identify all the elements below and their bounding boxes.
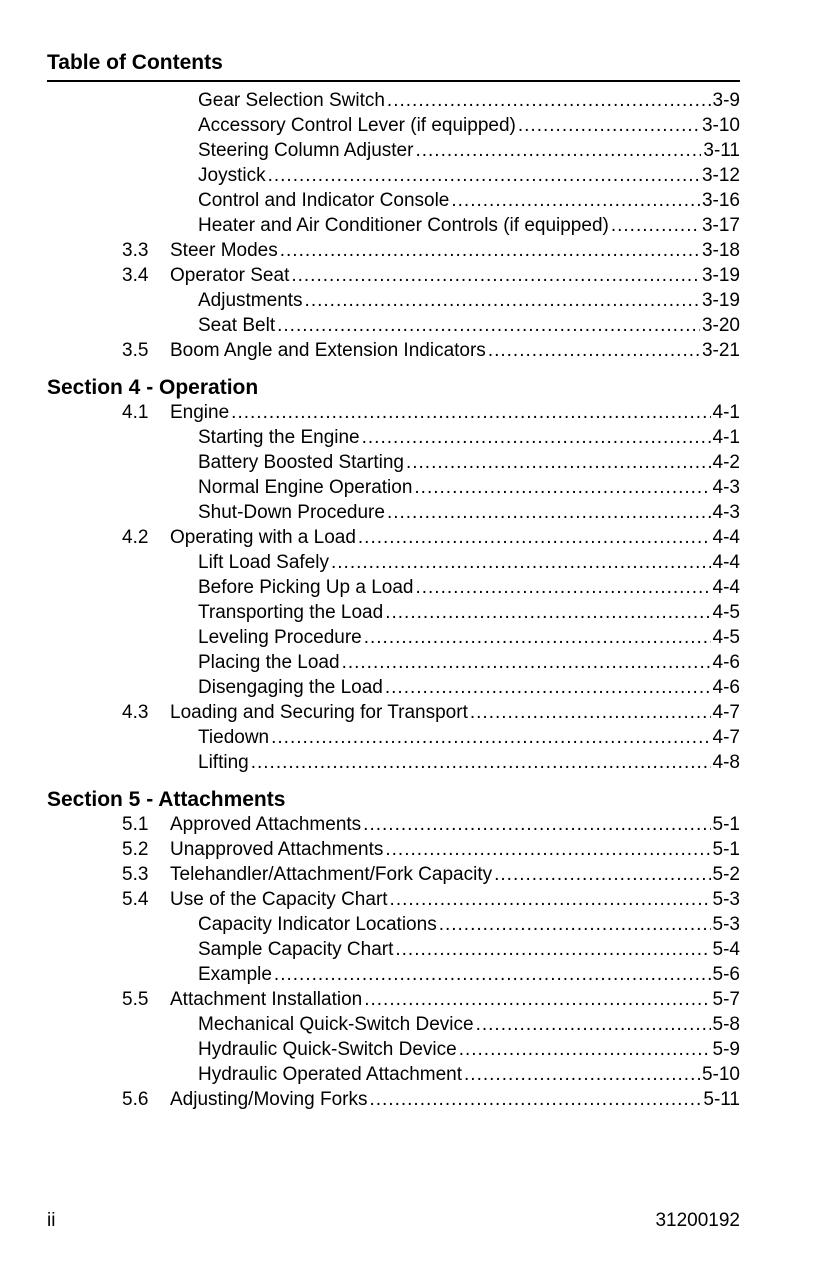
toc-entry-title: Joystick (198, 165, 266, 186)
toc-subentry[interactable] (47, 188, 740, 213)
toc-entry-page: 4-4 (712, 527, 740, 548)
toc-entry-page: 4-1 (712, 427, 740, 448)
dot-leader (331, 550, 711, 575)
toc-subentry[interactable] (47, 1062, 740, 1087)
toc-entry-title: Lift Load Safely (198, 552, 329, 573)
toc-entry-title: Seat Belt (198, 315, 276, 336)
dot-leader (451, 188, 700, 213)
toc-entry-title: Loading and Securing for Transport (170, 702, 468, 723)
toc-entry-line (170, 987, 740, 1012)
dot-leader (385, 837, 710, 862)
toc-entry[interactable] (47, 837, 740, 862)
toc-entry-line (198, 962, 740, 987)
toc-entry-title: Operator Seat (170, 265, 290, 286)
toc-entry-page: 3-9 (712, 90, 740, 111)
toc-entry-page: 5-11 (703, 1089, 740, 1110)
toc-subentry[interactable] (47, 500, 740, 525)
toc-entry-page: 4-3 (712, 502, 740, 523)
footer-page-number: ii (47, 1210, 56, 1231)
dot-leader (305, 288, 700, 313)
dot-leader (231, 400, 710, 425)
toc-entry[interactable] (47, 525, 740, 550)
toc-entry-page: 4-7 (712, 727, 740, 748)
toc-entry-line (198, 138, 740, 163)
dot-leader (342, 650, 711, 675)
toc-entry[interactable] (47, 238, 740, 263)
toc-entry-page: 5-10 (701, 1064, 740, 1085)
toc-entry-title: Leveling Procedure (198, 627, 362, 648)
toc-entry[interactable] (47, 338, 740, 363)
dot-leader (385, 675, 711, 700)
dot-leader (395, 937, 710, 962)
toc-entry-title: Shut-Down Procedure (198, 502, 385, 523)
toc-entry-page: 3-17 (701, 215, 740, 236)
dot-leader (439, 912, 711, 937)
toc-entry-page: 4-5 (712, 627, 740, 648)
toc-subentry[interactable] (47, 750, 740, 775)
toc-entry-page: 4-1 (712, 402, 740, 423)
toc-entry-line (198, 912, 740, 937)
table-of-contents (47, 88, 740, 1112)
toc-subentry[interactable] (47, 675, 740, 700)
toc-entry-title: Accessory Control Lever (if equipped) (198, 115, 516, 136)
toc-entry-page: 3-16 (701, 190, 740, 211)
dot-leader (488, 338, 700, 363)
toc-entry-page: 5-1 (712, 839, 740, 860)
toc-entry-title: Approved Attachments (170, 814, 362, 835)
toc-entry-page: 3-19 (701, 265, 740, 286)
toc-entry-line (170, 700, 740, 725)
dot-leader (611, 213, 700, 238)
toc-entry-page: 4-4 (712, 552, 740, 573)
toc-entry-line (170, 263, 740, 288)
toc-entry-title: Engine (170, 402, 230, 423)
toc-entry-title: Steering Column Adjuster (198, 140, 414, 161)
toc-entry-line (170, 238, 740, 263)
toc-subentry[interactable] (47, 600, 740, 625)
toc-entry[interactable] (47, 263, 740, 288)
page-header (47, 50, 740, 76)
toc-subentry[interactable] (47, 1012, 740, 1037)
toc-entry-title: Example (198, 964, 272, 985)
toc-entry-line (198, 725, 740, 750)
dot-leader (271, 725, 710, 750)
toc-entry-page: 5-4 (712, 939, 740, 960)
toc-entry-title: Tiedown (198, 727, 270, 748)
toc-entry-line (198, 937, 740, 962)
dot-leader (362, 425, 711, 450)
toc-entry-title: Adjusting/Moving Forks (170, 1089, 368, 1110)
toc-entry-line (198, 188, 740, 213)
toc-entry-line (198, 1037, 740, 1062)
section-heading-text: Section 5 - Attachments (47, 788, 286, 811)
dot-leader (364, 625, 711, 650)
toc-subentry[interactable] (47, 550, 740, 575)
toc-entry-page: 4-6 (712, 677, 740, 698)
toc-entry-number: 5.2 (122, 839, 149, 860)
toc-subentry[interactable] (47, 575, 740, 600)
toc-entry-number: 4.2 (122, 527, 149, 548)
dot-leader (358, 525, 711, 550)
toc-entry[interactable] (47, 812, 740, 837)
toc-entry-number: 3.4 (122, 265, 149, 286)
toc-entry-page: 5-3 (712, 889, 740, 910)
toc-entry-title: Placing the Load (198, 652, 340, 673)
toc-entry-line (198, 163, 740, 188)
dot-leader (414, 475, 710, 500)
toc-subentry[interactable] (47, 88, 740, 113)
toc-subentry[interactable] (47, 288, 740, 313)
toc-entry-line (198, 750, 740, 775)
toc-subentry[interactable] (47, 313, 740, 338)
toc-subentry[interactable] (47, 113, 740, 138)
toc-entry-number: 4.1 (122, 402, 149, 423)
toc-entry-page: 3-20 (701, 315, 740, 336)
dot-leader (369, 1087, 701, 1112)
toc-entry-line (170, 887, 740, 912)
toc-subentry[interactable] (47, 650, 740, 675)
dot-leader (415, 138, 701, 163)
toc-entry[interactable] (47, 887, 740, 912)
toc-entry-title: Normal Engine Operation (198, 477, 413, 498)
toc-subentry[interactable] (47, 475, 740, 500)
toc-entry-page: 4-6 (712, 652, 740, 673)
toc-entry-line (198, 213, 740, 238)
toc-entry-page: 4-4 (712, 577, 740, 598)
toc-entry-page: 5-8 (712, 1014, 740, 1035)
dot-leader (464, 1062, 700, 1087)
toc-subentry[interactable] (47, 450, 740, 475)
toc-subentry[interactable] (47, 962, 740, 987)
dot-leader (476, 1012, 711, 1037)
toc-entry[interactable] (47, 400, 740, 425)
toc-entry-number: 3.5 (122, 340, 149, 361)
toc-entry-page: 3-21 (701, 340, 740, 361)
toc-entry-line (198, 500, 740, 525)
dot-leader (387, 500, 711, 525)
toc-entry-line (198, 113, 740, 138)
dot-leader (268, 163, 700, 188)
toc-entry-title: Transporting the Load (198, 602, 384, 623)
toc-entry-page: 5-6 (712, 964, 740, 985)
toc-subentry[interactable] (47, 625, 740, 650)
toc-entry-title: Attachment Installation (170, 989, 363, 1010)
header-divider (47, 80, 740, 82)
toc-entry-title: Before Picking Up a Load (198, 577, 414, 598)
dot-leader (274, 962, 711, 987)
toc-entry-title: Battery Boosted Starting (198, 452, 404, 473)
toc-entry-title: Control and Indicator Console (198, 190, 450, 211)
toc-entry[interactable] (47, 1087, 740, 1112)
toc-entry[interactable] (47, 862, 740, 887)
toc-entry-title: Unapproved Attachments (170, 839, 384, 860)
toc-entry-number: 5.6 (122, 1089, 149, 1110)
toc-entry-line (198, 425, 740, 450)
toc-entry-number: 5.5 (122, 989, 149, 1010)
toc-entry-line (170, 812, 740, 837)
toc-entry-title: Lifting (198, 752, 249, 773)
toc-entry-line (198, 600, 740, 625)
dot-leader (415, 575, 710, 600)
toc-entry-page: 5-1 (712, 814, 740, 835)
dot-leader (363, 812, 710, 837)
toc-entry-title: Telehandler/Attachment/Fork Capacity (170, 864, 493, 885)
toc-entry-number: 4.3 (122, 702, 149, 723)
section-heading (47, 376, 740, 400)
dot-leader (385, 600, 710, 625)
toc-entry-line (198, 88, 740, 113)
toc-subentry[interactable] (47, 163, 740, 188)
toc-entry-title: Gear Selection Switch (198, 90, 385, 111)
toc-subentry[interactable] (47, 725, 740, 750)
toc-entry-title: Starting the Engine (198, 427, 360, 448)
toc-entry-page: 4-8 (712, 752, 740, 773)
toc-entry-number: 3.3 (122, 240, 149, 261)
toc-entry-line (198, 1062, 740, 1087)
toc-subentry[interactable] (47, 937, 740, 962)
toc-entry-title: Capacity Indicator Locations (198, 914, 437, 935)
toc-entry-number: 5.1 (122, 814, 149, 835)
toc-entry[interactable] (47, 700, 740, 725)
dot-leader (390, 887, 711, 912)
toc-entry-page: 5-9 (712, 1039, 740, 1060)
toc-entry-line (198, 675, 740, 700)
page-title: Table of Contents (47, 51, 223, 74)
dot-leader (291, 263, 700, 288)
toc-entry-title: Boom Angle and Extension Indicators (170, 340, 486, 361)
toc-entry-number: 5.4 (122, 889, 149, 910)
toc-entry-page: 5-3 (712, 914, 740, 935)
toc-entry-line (198, 550, 740, 575)
toc-entry-title: Sample Capacity Chart (198, 939, 394, 960)
toc-entry-title: Steer Modes (170, 240, 278, 261)
toc-subentry[interactable] (47, 912, 740, 937)
dot-leader (470, 700, 711, 725)
toc-entry-page: 4-7 (712, 702, 740, 723)
toc-entry-line (198, 475, 740, 500)
dot-leader (277, 313, 700, 338)
toc-entry-line (170, 338, 740, 363)
toc-entry-line (170, 1087, 740, 1112)
toc-entry-line (198, 650, 740, 675)
toc-entry-title: Operating with a Load (170, 527, 356, 548)
toc-subentry[interactable] (47, 425, 740, 450)
toc-entry-line (170, 837, 740, 862)
toc-entry-title: Heater and Air Conditioner Controls (if equipped) (198, 215, 609, 236)
toc-entry-title: Hydraulic Quick-Switch Device (198, 1039, 457, 1060)
toc-entry-page: 3-12 (701, 165, 740, 186)
toc-entry-title: Mechanical Quick-Switch Device (198, 1014, 474, 1035)
dot-leader (364, 987, 710, 1012)
section-heading-text: Section 4 - Operation (47, 376, 259, 399)
toc-entry-line (170, 400, 740, 425)
toc-entry-title: Use of the Capacity Chart (170, 889, 388, 910)
toc-entry-line (198, 288, 740, 313)
toc-entry-page: 4-5 (712, 602, 740, 623)
toc-entry-line (170, 862, 740, 887)
toc-entry-page: 5-2 (712, 864, 740, 885)
toc-entry-line (198, 575, 740, 600)
dot-leader (280, 238, 700, 263)
section-heading (47, 788, 740, 812)
toc-entry-page: 4-2 (712, 452, 740, 473)
toc-entry-page: 3-11 (703, 140, 740, 161)
dot-leader (251, 750, 711, 775)
toc-entry-line (198, 450, 740, 475)
toc-entry-page: 3-18 (701, 240, 740, 261)
toc-entry-page: 3-19 (701, 290, 740, 311)
toc-subentry[interactable] (47, 138, 740, 163)
toc-entry-page: 4-3 (712, 477, 740, 498)
footer-document-number: 31200192 (655, 1210, 740, 1231)
toc-subentry[interactable] (47, 1037, 740, 1062)
toc-entry-page: 3-10 (701, 115, 740, 136)
dot-leader (387, 88, 711, 113)
dot-leader (518, 113, 700, 138)
toc-entry-line (198, 625, 740, 650)
toc-entry[interactable] (47, 987, 740, 1012)
toc-entry-line (170, 525, 740, 550)
toc-entry-number: 5.3 (122, 864, 149, 885)
toc-entry-page: 5-7 (712, 989, 740, 1010)
dot-leader (406, 450, 711, 475)
toc-entry-line (198, 1012, 740, 1037)
dot-leader (459, 1037, 711, 1062)
dot-leader (494, 862, 710, 887)
toc-entry-title: Disengaging the Load (198, 677, 383, 698)
toc-subentry[interactable] (47, 213, 740, 238)
toc-entry-title: Hydraulic Operated Attachment (198, 1064, 463, 1085)
toc-entry-title: Adjustments (198, 290, 303, 311)
toc-entry-line (198, 313, 740, 338)
